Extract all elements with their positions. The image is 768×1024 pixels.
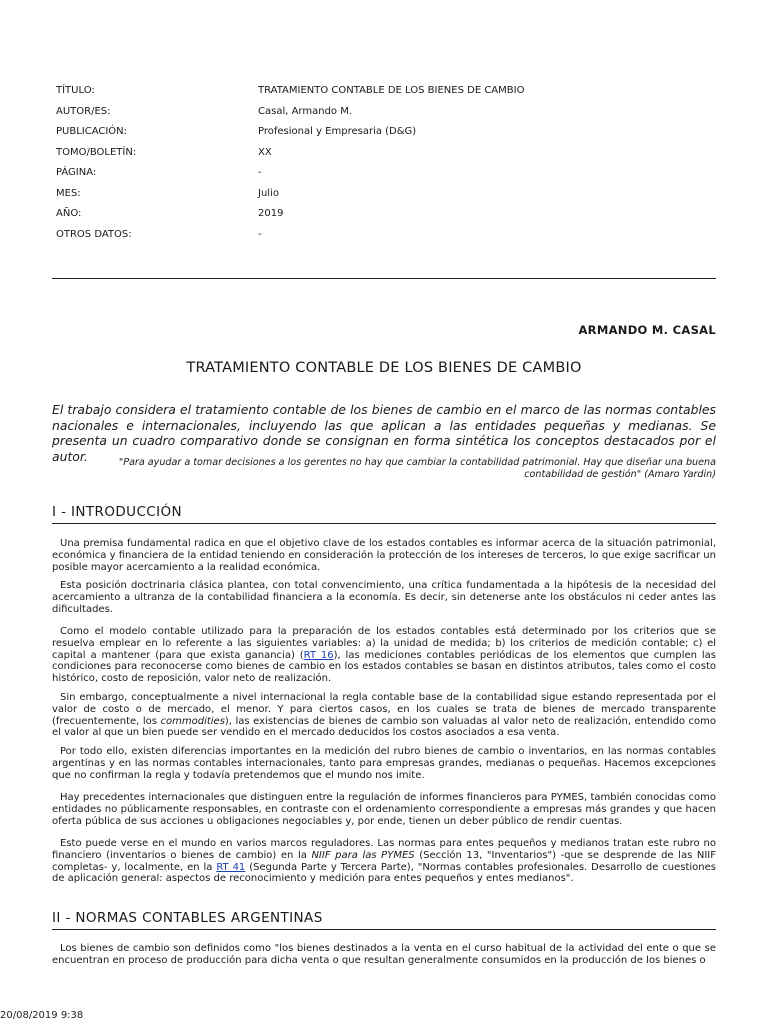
paragraph: Por todo ello, existen diferencias importantes en la medición del rubro bienes de cambio o inventarios, en las normas contables argentinas y en las normas contables internacionales, tanto para empresas grandes, medianas o pequeñas. Hacemos excepciones que no confirman la regla y todavía pretendemos que el mundo nos imite. [52, 746, 716, 781]
paragraph: Esta posición doctrinaria clásica plantea, con total convencimiento, una crítica fundamentada a la hipótesis de la necesidad del acercamiento a ultranza de la contabilidad financiera a la economía. Es decir, sin detenerse ante los obstáculos ni ceder antes las dificultades. [52, 580, 716, 615]
metadata-value: TRATAMIENTO CONTABLE DE LOS BIENES DE CAMBIO [258, 85, 525, 96]
metadata-value: Julio [258, 187, 279, 199]
emphasis-text: NIIF para las PYMES [311, 849, 415, 861]
metadata-value: - [258, 228, 262, 240]
metadata-value: 2019 [258, 208, 284, 219]
paragraph [52, 692, 716, 739]
paragraph-text: Esto puede verse en el mundo en varios marcos reguladores. Las normas para entes pequeños y medianos tratan este rubro no financiero (inventarios o bienes de cambio) en la [52, 838, 716, 861]
metadata-row-author [56, 105, 656, 126]
metadata-row-publication [56, 125, 656, 146]
paragraph [52, 838, 716, 885]
epigraph-quote: "Para ayudar a tomar decisiones a los gerentes no hay que cambiar la contabilidad patrimonial. Hay que diseñar una buena contabilidad de gestión" (Amaro Yardin) [118, 457, 716, 480]
paragraph: Hay precedentes internacionales que distinguen entre la regulación de informes financieros para PYMES, también conocidas como entidades no públicamente responsables, en contraste con el ordenamiento correspondiente a empresas más grandes y que hacen oferta pública de sus acciones u obligaciones negociables y, por ende, tienen un deber público de rendir cuentas. [52, 792, 716, 827]
paragraph-text: Como el modelo contable utilizado para la preparación de los estados contables está determinado por los criterios que se resuelva emplear en lo referente a las siguientes variables: a) la unidad de medida; b) los criterios de medición contable; c) el capital a mantener (para que exista ganancia) ( [52, 626, 716, 661]
rt41-link[interactable]: RT 41 [216, 861, 246, 873]
article-title: TRATAMIENTO CONTABLE DE LOS BIENES DE CAMBIO [186, 360, 582, 376]
paragraph-text: (Segunda Parte y Tercera Parte), "Normas contables profesionales. Desarrollo de cuestiones de aplicación general: aspectos de reconocimiento y medición para entes pequeños y entes medianos". [52, 861, 716, 885]
metadata-label: TÍTULO: [56, 85, 95, 96]
paragraph-text: Sin embargo, conceptualmente a nivel internacional la regla contable base de la contabilidad sigue estando representada por el valor de costo o de mercado, el menor. Y para ciertos casos, en los cuales se trata de bienes de mercado transparente (frecuentemente, los [52, 692, 716, 727]
paragraph [52, 626, 716, 685]
metadata-label: AÑO: [56, 208, 82, 219]
metadata-row-title [56, 84, 656, 105]
emphasis-text: commodities [160, 715, 225, 727]
print-timestamp: 20/08/2019 9:38 [0, 1010, 84, 1021]
metadata-row-year [56, 207, 656, 228]
metadata-value: XX [258, 146, 272, 158]
metadata-label: OTROS DATOS: [56, 228, 132, 240]
metadata-row-volume [56, 146, 656, 167]
article-author: ARMANDO M. CASAL [578, 323, 716, 337]
metadata-value: - [258, 167, 262, 178]
article-abstract: El trabajo considera el tratamiento contable de los bienes de cambio en el marco de las normas contables nacionales e internacionales, incluyendo las que aplican a las entidades pequeñas y medianas. Se presenta un cuadro comparativo donde se consignan en forma sintética los conceptos destacados por el autor. [52, 402, 716, 464]
paragraph: Una premisa fundamental radica en que el objetivo clave de los estados contables es informar acerca de la situación patrimonial, económica y financiera de la entidad teniendo en consideración la protección de los intereses de terceros, lo que exige sacrificar un posible mayor acercamiento a la realidad económica. [52, 538, 716, 573]
section-heading-normas-argentinas: II - NORMAS CONTABLES ARGENTINAS [52, 910, 716, 930]
metadata-row-page [56, 166, 656, 187]
paragraph-text: ), las existencias de bienes de cambio son valuadas al valor neto de realización, entendido como el valor al que un bien puede ser vendido en el mercado deducidos los costos asociados a esa venta. [52, 715, 716, 739]
section-heading-introduction: I - INTRODUCCIÓN [52, 504, 716, 524]
metadata-row-other [56, 228, 656, 249]
metadata-label: TOMO/BOLETÍN: [56, 146, 137, 158]
rt16-link[interactable]: RT 16 [303, 649, 334, 661]
metadata-value: Profesional y Empresaria (D&G) [258, 126, 417, 137]
metadata-row-month [56, 187, 656, 208]
metadata-label: MES: [56, 187, 81, 199]
paragraph-text: ), las mediciones contables periódicas de los elementos que cumplen las condiciones para reconocerse como bienes de cambio en los estados contables se basan en distintos atributos, tales como el costo histórico, costo de reposición, valor neto de realización. [52, 649, 716, 685]
metadata-label: PÁGINA: [56, 167, 97, 178]
metadata-table [56, 84, 656, 248]
metadata-value: Casal, Armando M. [258, 105, 353, 117]
paragraph-text: (Sección 13, "Inventarios") -que se desprende de las NIIF completas- y, localmente, en la [52, 849, 717, 873]
metadata-label: PUBLICACIÓN: [56, 126, 128, 137]
horizontal-divider [52, 278, 716, 279]
paragraph: Los bienes de cambio son definidos como "los bienes destinados a la venta en el curso habitual de la actividad del ente o que se encuentran en proceso de producción para dicha venta o que resultan generalmente consumidos en la producción de los bienes o [52, 943, 716, 966]
metadata-label: AUTOR/ES: [56, 105, 111, 117]
